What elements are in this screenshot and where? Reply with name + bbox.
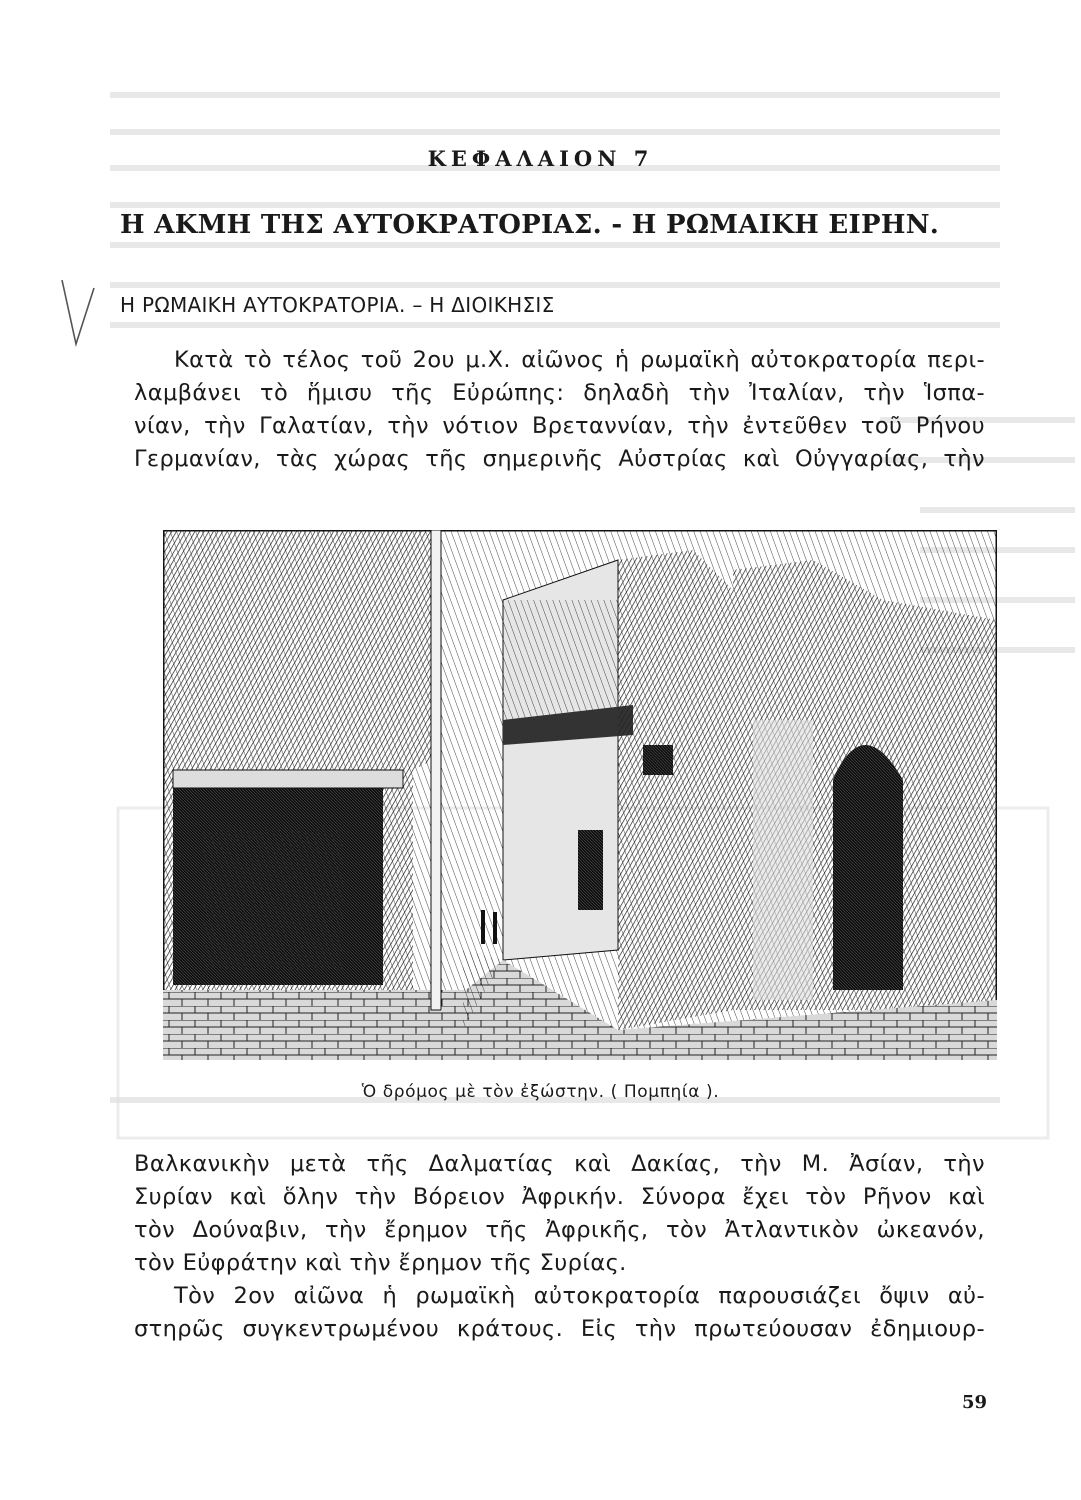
page-number: 59	[962, 1392, 988, 1413]
paragraph-2	[134, 1148, 985, 1346]
text-line: λαμβάνει τὸ ἥμισυ τῆς Εὐρώπης: δηλαδὴ τὴν Ἰταλίαν, τὴν Ἱσπα-	[134, 380, 985, 406]
text-line: νίαν, τὴν Γαλατίαν, τὴν νότιον Βρεταννίαν, τὴν ἐντεῦθεν τοῦ Ρήνου	[134, 413, 985, 439]
text-line: τὸν Εὐφράτην καὶ τὴν ἔρημον τῆς Συρίας.	[134, 1250, 627, 1276]
text-line: Συρίαν καὶ ὅλην τὴν Βόρειον Ἀφρικήν. Σύνορα ἔχει τὸν Ρῆνον καὶ	[134, 1184, 985, 1210]
chapter-title: Η ΑΚΜΗ ΤΗΣ ΑΥΤΟΚΡΑΤΟΡΙΑΣ. - Η ΡΩΜΑΙΚΗ ΕΙΡΗΝ.	[120, 210, 940, 240]
text-line: Βαλκανικὴν μετὰ τῆς Δαλματίας καὶ Δακίας, τὴν Μ. Ἀσίαν, τὴν	[134, 1151, 985, 1177]
text-line: Κατὰ τὸ τέλος τοῦ 2ου μ.Χ. αἰῶνος ἡ ρωμαϊκὴ αὐτοκρατορία περι-	[174, 347, 985, 373]
text-line: στηρῶς συγκεντρωμένου κράτους. Εἰς τὴν πρωτεύουσαν ἐδημιουρ-	[134, 1316, 985, 1342]
margin-check-mark	[58, 278, 98, 348]
text-line: Γερμανίαν, τὰς χώρας τῆς σημερινῆς Αὐστρίας καὶ Οὐγγαρίας, τὴν	[134, 446, 985, 472]
text-line: τὸν Δούναβιν, τὴν ἔρημον τῆς Ἀφρικῆς, τὸν Ἀτλαντικὸν ὠκεανόν,	[134, 1217, 985, 1243]
text-line: Τὸν 2ον αἰῶνα ἡ ρωμαϊκὴ αὐτοκρατορία παρουσιάζει ὄψιν αὐ-	[174, 1283, 985, 1309]
figure-caption: Ὁ δρόμος μὲ τὸν ἐξώστην. ( Πομπηία ).	[361, 1082, 720, 1102]
paragraph-1	[134, 344, 985, 476]
engraving-pompeii-street	[163, 530, 997, 1060]
chapter-label: ΚΕΦΑΛΑΙΟΝ 7	[427, 146, 654, 171]
section-heading: Η ΡΩΜΑΙΚΗ ΑΥΤΟΚΡΑΤΟΡΙΑ. – Η ΔΙΟΙΚΗΣΙΣ	[120, 293, 555, 317]
